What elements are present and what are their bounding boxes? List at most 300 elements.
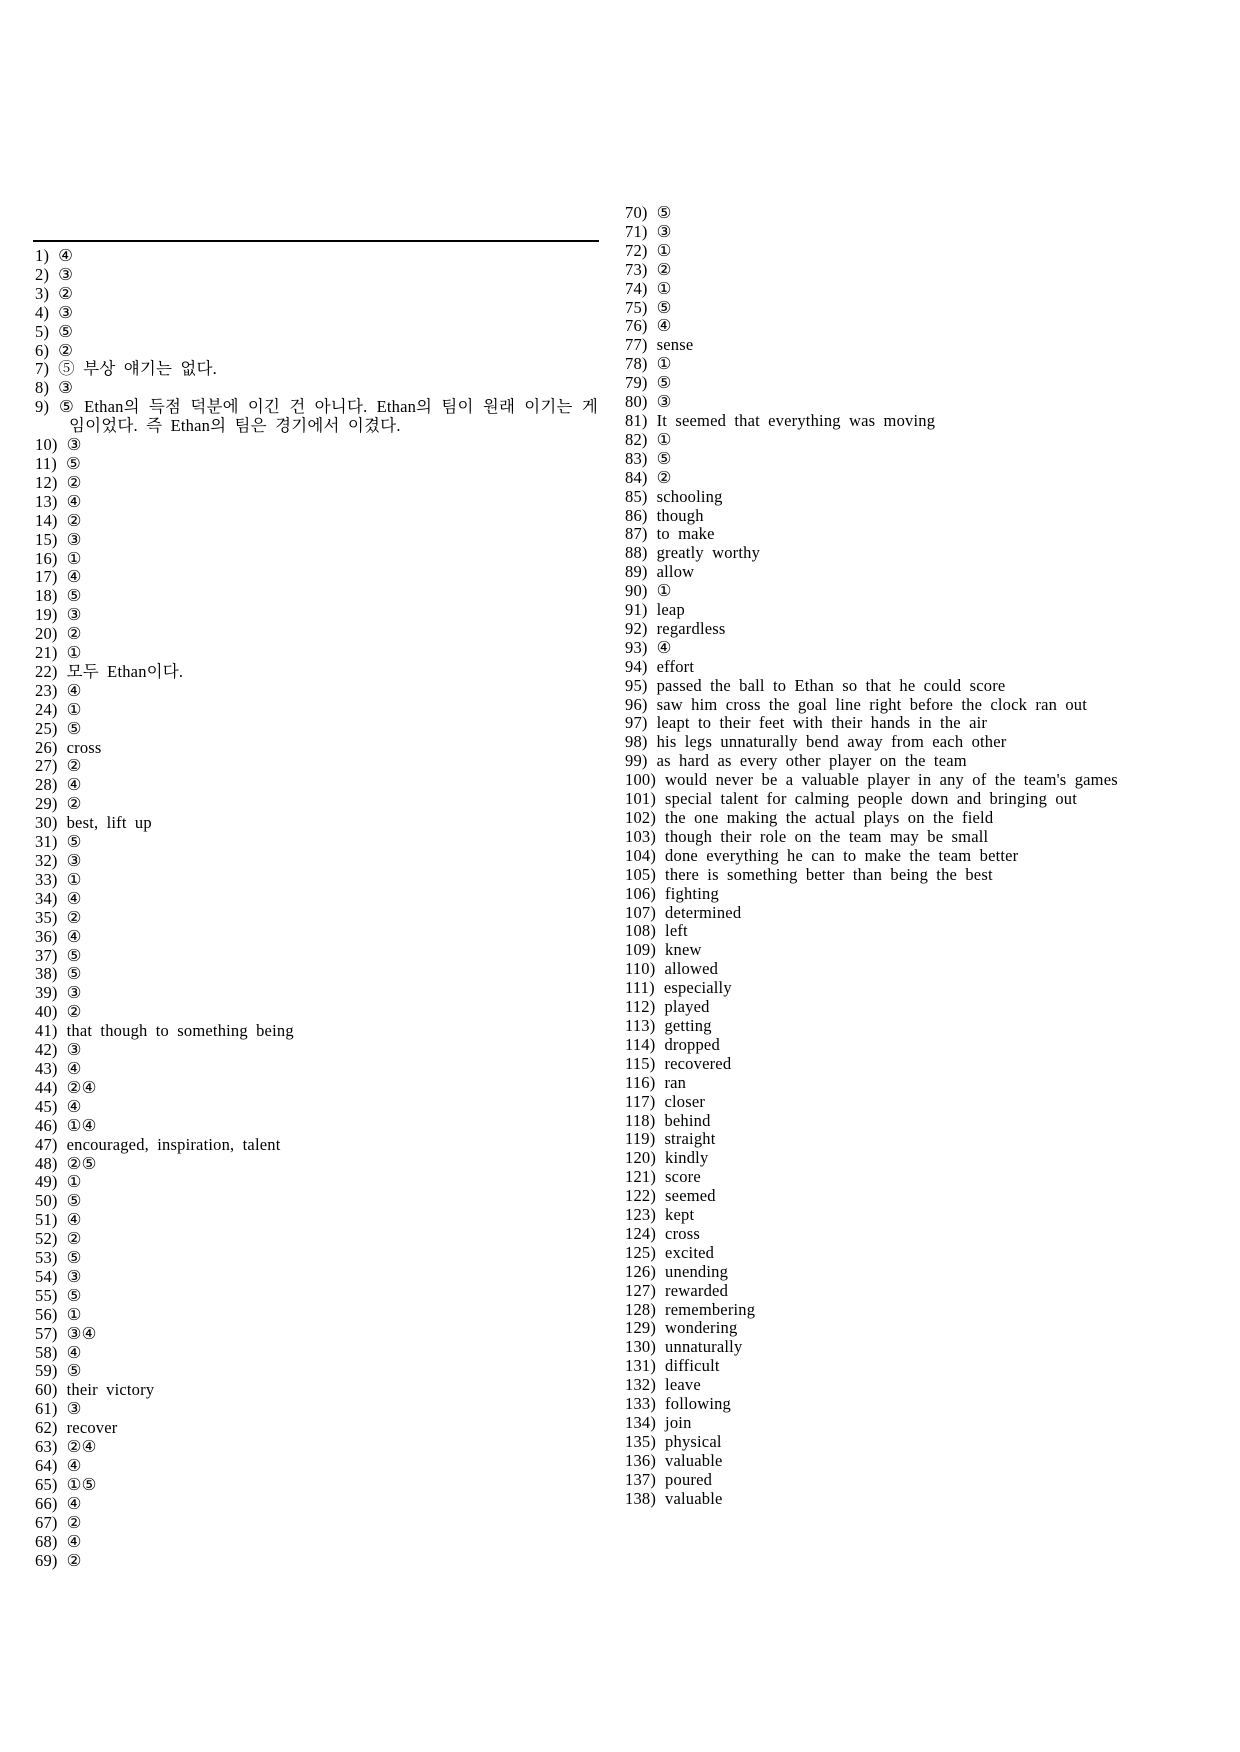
answer-number: 41) — [35, 1021, 58, 1041]
answer-number: 3) — [35, 283, 50, 303]
answer-text: ⑤ — [66, 1248, 82, 1268]
answer-row — [35, 1325, 598, 1344]
answer-row — [625, 1452, 1190, 1471]
answer-row — [35, 1117, 598, 1136]
answer-text: seemed — [665, 1186, 716, 1206]
answer-text: ①④ — [66, 1115, 97, 1135]
answer-number: 96) — [625, 694, 648, 714]
answer-number: 104) — [625, 845, 657, 865]
answer-number: 21) — [35, 643, 58, 663]
answer-text: unnaturally — [665, 1337, 743, 1357]
answer-text: straight — [664, 1129, 716, 1149]
answer-text: to make — [656, 524, 715, 544]
answer-text: encouraged, inspiration, talent — [66, 1134, 281, 1154]
answer-number: 23) — [35, 680, 58, 700]
answer-row — [35, 285, 598, 304]
answer-text: ①⑤ — [66, 1474, 97, 1494]
answer-row — [35, 1173, 598, 1192]
answer-row — [625, 620, 1190, 639]
answer-row — [35, 606, 598, 625]
answer-text: ⑤ — [65, 453, 81, 473]
answer-row — [625, 355, 1190, 374]
answer-row — [625, 280, 1190, 299]
answer-text: leave — [665, 1375, 701, 1395]
answer-number: 12) — [35, 472, 58, 492]
answer-text: knew — [665, 940, 702, 960]
answer-text: ② — [656, 259, 672, 279]
answer-text: ②④ — [66, 1437, 97, 1457]
answer-text: ① — [66, 699, 82, 719]
answer-row — [35, 1552, 598, 1571]
answer-text: remembering — [665, 1299, 756, 1319]
answer-text: wondering — [665, 1318, 738, 1338]
answer-text: ② — [66, 1229, 82, 1249]
answer-number: 46) — [35, 1115, 58, 1135]
answer-row — [35, 398, 598, 436]
answer-text: ① — [656, 240, 672, 260]
answer-number: 1) — [35, 246, 50, 265]
answer-row — [35, 833, 598, 852]
answer-row — [35, 1419, 598, 1438]
answer-text: ① — [656, 429, 672, 449]
answer-number: 36) — [35, 926, 58, 946]
answer-text: recover — [66, 1418, 118, 1438]
answer-text: left — [665, 921, 688, 941]
answer-number: 28) — [35, 775, 58, 795]
answer-row — [625, 960, 1190, 979]
answer-text: ② — [66, 510, 82, 530]
answer-text: their victory — [66, 1380, 155, 1400]
answer-row — [625, 1376, 1190, 1395]
answer-number: 80) — [625, 392, 648, 412]
answer-text: determined — [665, 902, 742, 922]
answer-text: ④ — [66, 491, 82, 511]
answer-row — [35, 776, 598, 795]
answer-number: 118) — [625, 1110, 656, 1130]
answer-text: excited — [665, 1242, 715, 1262]
answer-number: 4) — [35, 302, 50, 322]
answer-number: 56) — [35, 1304, 58, 1324]
answer-row — [35, 1476, 598, 1495]
answer-text: ③ — [66, 605, 82, 625]
answer-number: 48) — [35, 1153, 58, 1173]
answer-row — [35, 720, 598, 739]
answer-row — [625, 771, 1190, 790]
answer-row — [625, 469, 1190, 488]
answer-text: rewarded — [665, 1280, 729, 1300]
answer-text: though their role on the team may be small — [665, 826, 989, 846]
answer-text: there is something better than being the best — [665, 864, 993, 884]
answer-text: ③ — [58, 378, 74, 398]
answer-row — [625, 922, 1190, 941]
answer-row — [35, 1495, 598, 1514]
answer-number: 34) — [35, 888, 58, 908]
answer-row — [625, 525, 1190, 544]
answer-number: 93) — [625, 637, 648, 657]
answer-text: kindly — [665, 1148, 709, 1168]
answer-number: 131) — [625, 1356, 657, 1376]
answer-text: ④ — [66, 888, 82, 908]
answer-text: kept — [665, 1205, 695, 1225]
answer-row — [625, 563, 1190, 582]
answer-text: passed the ball to Ethan so that he could score — [656, 675, 1006, 695]
answer-number: 88) — [625, 543, 648, 563]
answer-row — [625, 261, 1190, 280]
answer-number: 44) — [35, 1077, 58, 1097]
answer-text: ⑤ — [66, 718, 82, 738]
answer-row — [35, 1211, 598, 1230]
answer-row — [35, 1438, 598, 1457]
answer-number: 55) — [35, 1285, 58, 1305]
answer-text: schooling — [656, 486, 723, 506]
answer-row — [625, 1357, 1190, 1376]
answer-text: difficult — [665, 1356, 720, 1376]
answer-text: though — [656, 505, 704, 525]
answer-row — [35, 512, 598, 531]
answer-row — [35, 587, 598, 606]
answer-number: 32) — [35, 851, 58, 870]
answer-row — [625, 714, 1190, 733]
answer-row — [625, 1319, 1190, 1338]
answer-row — [35, 1060, 598, 1079]
answer-row — [625, 979, 1190, 998]
answer-row — [35, 455, 598, 474]
answer-number: 30) — [35, 813, 58, 833]
answer-number: 77) — [625, 335, 648, 355]
answer-number: 75) — [625, 297, 648, 317]
answer-row — [625, 223, 1190, 242]
answer-row — [625, 1074, 1190, 1093]
answer-number: 19) — [35, 605, 58, 625]
answer-row — [625, 393, 1190, 412]
answer-row — [35, 947, 598, 966]
answer-row — [35, 625, 598, 644]
answer-number: 67) — [35, 1512, 58, 1532]
answer-row — [35, 682, 598, 701]
answer-text: physical — [665, 1431, 722, 1451]
answer-row — [625, 733, 1190, 752]
answer-text: ② — [66, 624, 82, 644]
answer-number: 78) — [625, 354, 648, 374]
answer-row — [35, 909, 598, 928]
answer-number: 35) — [35, 907, 58, 927]
answer-number: 40) — [35, 1002, 58, 1022]
answer-number: 128) — [625, 1299, 657, 1319]
answer-number: 5) — [35, 321, 50, 341]
answer-number: 27) — [35, 756, 58, 776]
answer-row — [625, 1338, 1190, 1357]
answer-row — [625, 1187, 1190, 1206]
answer-row — [625, 639, 1190, 658]
answer-row — [625, 431, 1190, 450]
answer-number: 68) — [35, 1531, 58, 1551]
answer-text: ④ — [66, 1342, 82, 1362]
answer-row — [35, 1079, 598, 1098]
answer-text: ① — [66, 548, 82, 568]
answer-text: valuable — [665, 1488, 723, 1508]
answer-text: behind — [664, 1110, 711, 1130]
answer-number: 60) — [35, 1380, 58, 1400]
answer-row — [35, 1533, 598, 1552]
answer-text: leapt to their feet with their hands in the air — [656, 713, 988, 733]
answer-row — [625, 412, 1190, 431]
answer-row — [35, 739, 598, 758]
answer-text: ① — [656, 354, 672, 374]
answer-number: 29) — [35, 794, 58, 814]
answer-text: ⑤ — [656, 373, 672, 393]
answer-text: ⑤ — [656, 448, 672, 468]
answer-row — [625, 1130, 1190, 1149]
answer-number: 64) — [35, 1456, 58, 1475]
answer-number: 73) — [625, 259, 648, 279]
answer-row — [35, 1136, 598, 1155]
answer-text: ④ — [66, 680, 82, 700]
answer-number: 116) — [625, 1072, 656, 1092]
divider-line — [33, 240, 599, 242]
answer-number: 126) — [625, 1261, 657, 1281]
answer-number: 102) — [625, 808, 657, 827]
answer-row — [35, 342, 598, 361]
answer-row — [35, 1306, 598, 1325]
answer-text: ③ — [656, 221, 672, 241]
answer-number: 15) — [35, 529, 58, 549]
answer-text: ⑤ — [656, 297, 672, 317]
answer-number: 16) — [35, 548, 58, 568]
answer-number: 122) — [625, 1186, 657, 1206]
answer-text: ① — [66, 869, 82, 889]
answer-row — [625, 790, 1190, 809]
answer-text: ④ — [66, 1531, 82, 1551]
answer-text: ③ — [66, 1399, 82, 1419]
answer-number: 37) — [35, 945, 58, 965]
answer-row — [35, 644, 598, 663]
answer-text: ③ — [58, 302, 74, 322]
answer-row — [35, 701, 598, 720]
answer-row — [35, 1155, 598, 1174]
answer-text: ② — [66, 1550, 82, 1570]
answer-number: 74) — [625, 278, 648, 298]
answer-number: 127) — [625, 1280, 657, 1300]
answer-text: dropped — [664, 1034, 720, 1054]
answer-row — [35, 1230, 598, 1249]
answer-row — [625, 1225, 1190, 1244]
answer-text: ④ — [656, 316, 672, 336]
answer-text: ④ — [66, 775, 82, 795]
answer-text: ① — [66, 1304, 82, 1324]
answer-row — [35, 1381, 598, 1400]
answer-number: 107) — [625, 902, 657, 922]
answer-row — [35, 1192, 598, 1211]
answer-row — [35, 852, 598, 871]
answer-text: ⑤ — [66, 1361, 82, 1381]
answer-row — [35, 1400, 598, 1419]
answer-text: ④ — [66, 1096, 82, 1116]
answer-row — [625, 809, 1190, 828]
answer-row — [35, 1457, 598, 1476]
answer-text: ④ — [66, 567, 82, 587]
answer-text: ⑤ — [66, 586, 82, 606]
answer-number: 25) — [35, 718, 58, 738]
answer-text: played — [664, 997, 710, 1017]
answer-row — [35, 1514, 598, 1533]
answer-row — [625, 299, 1190, 318]
answer-text: ②④ — [66, 1077, 97, 1097]
answer-text: ③ — [66, 529, 82, 549]
answer-text: best, lift up — [66, 813, 152, 833]
answer-number: 33) — [35, 869, 58, 889]
answer-number: 6) — [35, 340, 50, 360]
answer-text: saw him cross the goal line right before the clock ran out — [656, 694, 1088, 714]
answer-text: ran — [664, 1072, 687, 1092]
answer-text: ③④ — [66, 1323, 97, 1343]
answer-number: 66) — [35, 1493, 58, 1513]
answer-number: 95) — [625, 675, 648, 695]
answer-number: 115) — [625, 1053, 656, 1073]
answer-text: ② — [66, 1512, 82, 1532]
answer-text: ② — [66, 794, 82, 814]
answer-number: 105) — [625, 864, 657, 884]
answer-text: ① — [656, 278, 672, 298]
answer-number: 79) — [625, 373, 648, 393]
answer-text: special talent for calming people down and bringing out — [665, 789, 1078, 809]
answer-row — [625, 1036, 1190, 1055]
answer-row — [625, 336, 1190, 355]
answer-number: 47) — [35, 1134, 58, 1154]
answer-number: 2) — [35, 264, 50, 284]
left-answer-column — [35, 247, 598, 1570]
answer-number: 8) — [35, 378, 50, 398]
answer-text: ① — [66, 1172, 82, 1192]
answer-row — [625, 507, 1190, 526]
answer-number: 45) — [35, 1096, 58, 1116]
answer-row — [625, 242, 1190, 261]
answer-number: 82) — [625, 429, 648, 449]
answer-row — [35, 568, 598, 587]
answer-text: ⑤ — [66, 945, 82, 965]
answer-number: 94) — [625, 656, 648, 676]
answer-number: 69) — [35, 1550, 58, 1570]
answer-row — [625, 1395, 1190, 1414]
answer-number: 117) — [625, 1091, 656, 1111]
answer-number: 85) — [625, 486, 648, 506]
answer-text: ③ — [66, 983, 82, 1003]
answer-number: 81) — [625, 410, 648, 430]
answer-text: fighting — [665, 883, 719, 903]
answer-text: ② — [66, 472, 82, 492]
answer-number: 89) — [625, 562, 648, 582]
answer-number: 39) — [35, 983, 58, 1003]
answer-number: 87) — [625, 524, 648, 544]
answer-number: 112) — [625, 997, 656, 1017]
answer-number: 120) — [625, 1148, 657, 1168]
answer-text: ⑤ — [66, 832, 82, 852]
answer-row — [625, 1414, 1190, 1433]
answer-text: It seemed that everything was moving — [656, 410, 936, 430]
answer-number: 7) — [35, 359, 50, 379]
answer-number: 65) — [35, 1474, 58, 1494]
answer-text: ③ — [66, 1040, 82, 1060]
answer-text: ④ — [66, 926, 82, 946]
answer-number: 11) — [35, 453, 57, 473]
answer-number: 110) — [625, 959, 656, 979]
answer-row — [625, 1055, 1190, 1074]
answer-row — [35, 890, 598, 909]
answer-number: 38) — [35, 964, 58, 984]
answer-row — [35, 323, 598, 342]
answer-number: 103) — [625, 826, 657, 846]
answer-number: 129) — [625, 1318, 657, 1338]
answer-row — [35, 1022, 598, 1041]
answer-text: cross — [665, 1223, 700, 1243]
answer-row — [625, 1490, 1190, 1509]
answer-row — [625, 752, 1190, 771]
answer-number: 90) — [625, 581, 648, 601]
answer-row — [35, 474, 598, 493]
answer-text: ②⑤ — [66, 1153, 97, 1173]
answer-text: his legs unnaturally bend away from each other — [656, 732, 1007, 752]
answer-row — [625, 696, 1190, 715]
answer-number: 98) — [625, 732, 648, 752]
answer-row — [625, 204, 1190, 223]
answer-number: 135) — [625, 1431, 657, 1451]
answer-number: 49) — [35, 1172, 58, 1192]
answer-row — [35, 814, 598, 833]
answer-number: 9) — [35, 397, 50, 417]
answer-number: 92) — [625, 618, 648, 638]
answer-number: 20) — [35, 624, 58, 644]
answer-text: ④ — [66, 1210, 82, 1230]
answer-row — [625, 488, 1190, 507]
answer-text: ② — [66, 907, 82, 927]
answer-row — [625, 1282, 1190, 1301]
right-answer-column — [625, 204, 1190, 1509]
answer-number: 125) — [625, 1242, 657, 1262]
answer-row — [625, 601, 1190, 620]
answer-text: as hard as every other player on the team — [656, 751, 967, 771]
answer-row — [35, 984, 598, 1003]
answer-number: 42) — [35, 1040, 58, 1060]
answer-text: allowed — [664, 959, 719, 979]
answer-text: poured — [665, 1469, 713, 1489]
answer-row — [625, 941, 1190, 960]
answer-number: 70) — [625, 203, 648, 222]
answer-text: ② — [58, 283, 74, 303]
answer-row — [35, 1003, 598, 1022]
answer-text: effort — [656, 656, 695, 676]
answer-number: 10) — [35, 435, 58, 455]
answer-number: 18) — [35, 586, 58, 606]
answer-row — [625, 1112, 1190, 1131]
answer-row — [625, 582, 1190, 601]
answer-text: done everything he can to make the team better — [665, 845, 1019, 865]
answer-row — [625, 1301, 1190, 1320]
answer-row — [625, 1206, 1190, 1225]
answer-number: 52) — [35, 1229, 58, 1249]
answer-text: getting — [664, 1015, 712, 1035]
answer-row — [35, 1098, 598, 1117]
answer-number: 130) — [625, 1337, 657, 1357]
answer-number: 108) — [625, 921, 657, 941]
answer-row — [625, 1471, 1190, 1490]
answer-text: allow — [656, 562, 695, 582]
answer-number: 76) — [625, 316, 648, 336]
answer-row — [625, 450, 1190, 469]
answer-row — [35, 531, 598, 550]
answer-text: closer — [664, 1091, 706, 1111]
answer-text: especially — [663, 978, 732, 998]
answer-number: 109) — [625, 940, 657, 960]
answer-number: 111) — [625, 978, 655, 998]
